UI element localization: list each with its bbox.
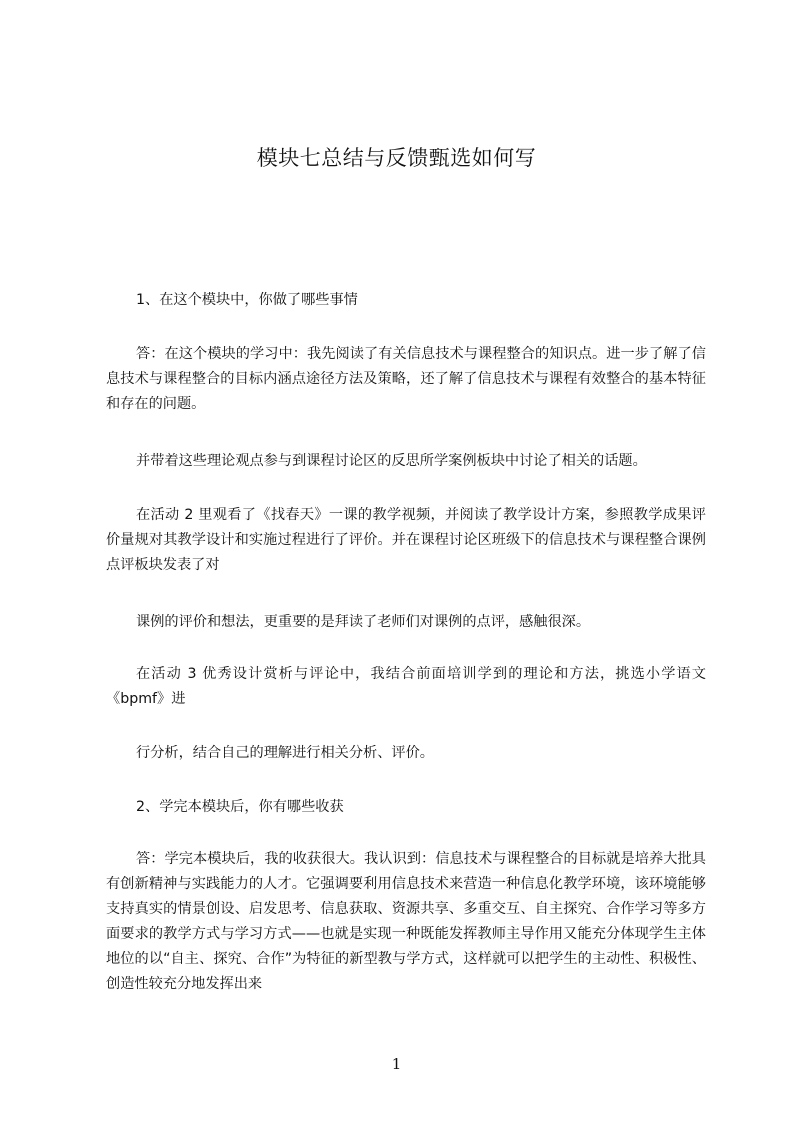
activity-3-continued: 行分析，结合自己的理解进行相关分析、评价。	[136, 745, 434, 761]
page-number: 1	[391, 1055, 402, 1073]
document-title: 模块七总结与反馈甄选如何写	[256, 146, 537, 170]
activity-3-paragraph: 在活动 3 优秀设计赏析与评论中，我结合前面培训学到的理论和方法，挑选小学语文《bpmf》进	[106, 666, 706, 707]
answer-2-paragraph: 答：学完本模块后，我的收获很大。我认识到：信息技术与课程整合的目标就是培养大批具有创新精神与实践能力的人才。它强调要利用信息技术来营造一种信息化教学环境，该环境能够支持真实的情景创设、启发思考、信息获取、资源共享、多重交互、自主探究、合作学习等多方面要求的教学方式与学习方式——也就是实现一种既能发挥教师主导作用又能充分体现学生主体地位的以“自主、探究、合作”为特征的新型教与学方式，这样就可以把学生的主动性、积极性、创造性较充分地发挥出来	[106, 851, 706, 992]
answer-1-paragraph: 答：在这个模块的学习中：我先阅读了有关信息技术与课程整合的知识点。进一步了解了信息技术与课程整合的目标内涵点途径方法及策略，还了解了信息技术与课程有效整合的基本特征和存在的问题。	[106, 346, 706, 412]
question-1: 1、在这个模块中，你做了哪些事情	[136, 292, 358, 308]
activity-2-continued: 课例的评价和想法，更重要的是拜读了老师们对课例的点评，感触很深。	[136, 614, 591, 630]
activity-2-paragraph: 在活动 2 里观看了《找春天》一课的教学视频，并阅读了教学设计方案，参照教学成果评价量规对其教学设计和实施过程进行了评价。并在课程讨论区班级下的信息技术与课程整合课例点评板块发表了对	[106, 507, 706, 573]
question-2: 2、学完本模块后，你有哪些收获	[136, 799, 344, 815]
answer-1-paragraph-2: 并带着这些理论观点参与到课程讨论区的反思所学案例板块中讨论了相关的话题。	[136, 453, 647, 469]
